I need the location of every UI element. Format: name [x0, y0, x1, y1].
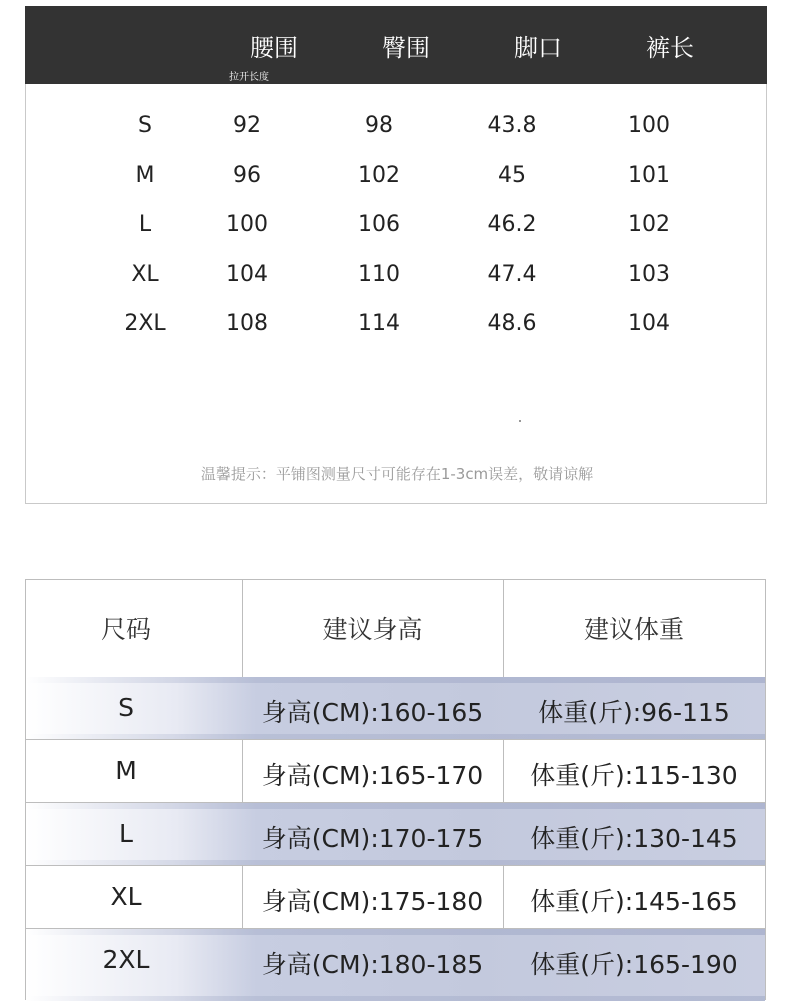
- size-label: L: [119, 819, 133, 848]
- size-label: S: [118, 693, 134, 722]
- header-length: 裤长: [646, 34, 694, 62]
- weight-range: 体重(斤):130-145: [530, 824, 738, 853]
- size-label: M: [135, 163, 155, 188]
- leg-opening-value: 46.2: [487, 212, 537, 237]
- measurement-note: 温馨提示：平铺图测量尺寸可能存在1-3cm误差，敬请谅解: [200, 465, 594, 483]
- table-row: [26, 740, 765, 803]
- waist-value: 100: [226, 212, 268, 237]
- size-label: 2XL: [102, 945, 150, 974]
- table-row: [26, 866, 765, 929]
- size-row: [26, 107, 768, 147]
- leg-opening-value: 43.8: [487, 113, 537, 138]
- weight-range: 体重(斤):115-130: [530, 761, 738, 790]
- height-range: 身高(CM):170-175: [261, 824, 484, 853]
- height-range: 身高(CM):180-185: [261, 950, 484, 979]
- header-leg-opening: 脚口: [514, 34, 562, 62]
- waist-value: 96: [233, 163, 261, 188]
- length-value: 102: [628, 212, 670, 237]
- hip-value: 110: [358, 262, 400, 287]
- hip-value: 106: [358, 212, 400, 237]
- size-chart-header: [25, 6, 767, 84]
- hip-value: 102: [358, 163, 400, 188]
- table-row: [26, 803, 765, 866]
- length-value: 101: [628, 163, 670, 188]
- weight-range: 体重(斤):145-165: [530, 887, 738, 916]
- size-row: [26, 157, 768, 197]
- length-value: 103: [628, 262, 670, 287]
- speck-mark: [519, 420, 521, 422]
- recommendation-header: [26, 580, 765, 678]
- waist-value: 92: [233, 113, 261, 138]
- height-range: 身高(CM):165-170: [261, 761, 484, 790]
- header-height: 建议身高: [322, 615, 423, 644]
- header-waist: 腰围: [250, 34, 298, 62]
- leg-opening-value: 47.4: [487, 262, 537, 287]
- size-row: [26, 305, 768, 345]
- size-label: M: [115, 756, 137, 785]
- weight-range: 体重(斤):165-190: [530, 950, 738, 979]
- length-value: 100: [628, 113, 670, 138]
- waist-value: 108: [226, 311, 268, 336]
- recommendation-table: [25, 579, 766, 1000]
- header-weight: 建议体重: [583, 615, 684, 644]
- leg-opening-value: 48.6: [487, 311, 537, 336]
- waist-value: 104: [226, 262, 268, 287]
- size-label: S: [138, 113, 152, 138]
- height-range: 身高(CM):175-180: [261, 887, 484, 916]
- size-label: L: [138, 212, 152, 237]
- size-label: 2XL: [124, 311, 166, 336]
- size-row: [26, 256, 768, 296]
- header-size: 尺码: [100, 615, 151, 644]
- length-value: 104: [628, 311, 670, 336]
- table-row: [26, 677, 765, 740]
- hip-value: 98: [365, 113, 393, 138]
- size-label: XL: [131, 262, 159, 287]
- size-label: XL: [110, 882, 142, 911]
- height-range: 身高(CM):160-165: [261, 698, 484, 727]
- weight-range: 体重(斤):96-115: [538, 698, 730, 727]
- leg-opening-value: 45: [498, 163, 526, 188]
- table-row: [26, 929, 765, 1001]
- waist-note: 拉开长度: [229, 72, 269, 83]
- header-hip: 臀围: [382, 34, 430, 62]
- size-row: [26, 206, 768, 246]
- hip-value: 114: [358, 311, 400, 336]
- size-chart-table: [25, 6, 767, 504]
